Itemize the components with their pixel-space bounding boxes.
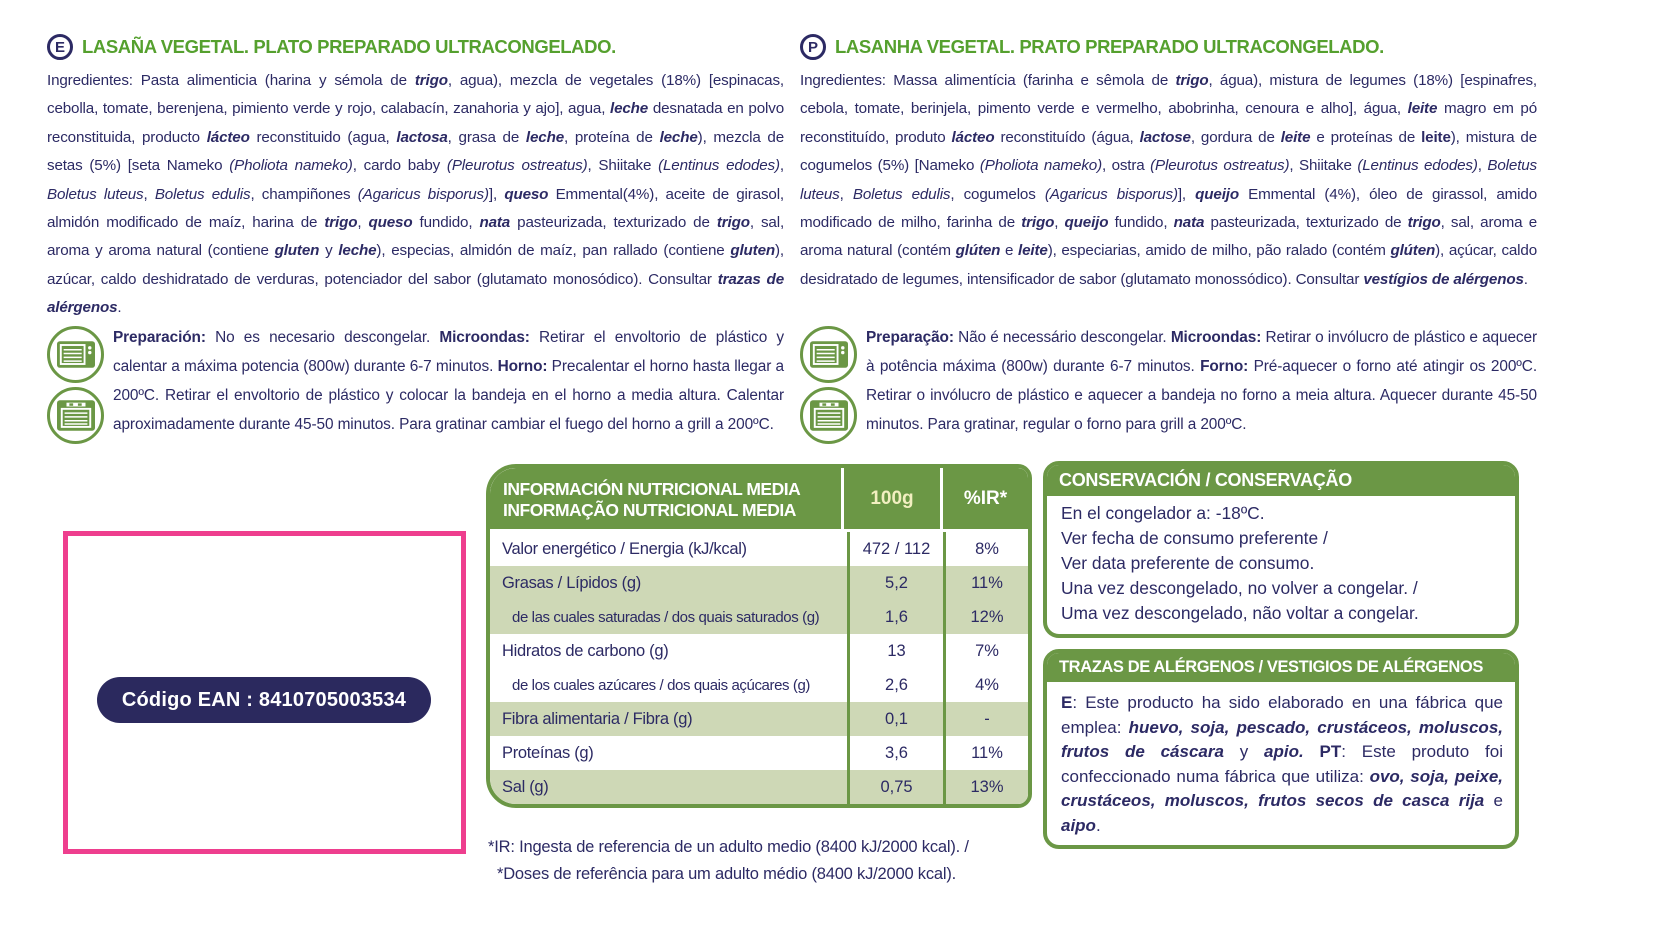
ingredients-text-es: Ingredientes: Pasta alimenticia (harina y sémola de trigo, agua), mezcla de vegetales (18%) [espinacas, cebolla, tomate, berenjena, pimiento verde y rojo, calabacín, zanahoria y ajo], agua, leche desnatada en polvo reconstituida, producto lácteo reconstituido (agua, lactosa, grasa de leche, proteína de leche), mezcla de setas (5%) [seta Nameko (Pholiota nameko), cardo baby (Pleurotus ostreatus), Shiitake (Lentinus edodes), Boletus luteus, Boletus edulis, champiñones (Agaricus bisporus)], queso Emmental(4%), aceite de girasol, almidón modificado de maíz, harina de trigo, queso fundido, nata pasteurizada, texturizado de trigo, sal, aroma y aroma natural (contiene gluten y leche), especias, almidón de maíz, pan rallado (contiene gluten), azúcar, caldo deshidratado de verduras, potenciador del sabor (glutamato monosódico). Consultar trazas de alérgenos. <box>47 72 785 317</box>
ingredients-text-pt: Ingredientes: Massa alimentícia (farinha e sêmola de trigo, água), mistura de legumes (18%) [espinafres, cebola, tomate, berinjela, pimento verde e vermelho, abobrinha, cenoura e alho], água, leite magro em pó reconstituído, produto lácteo reconstituído (água, lactose, gordura de leite e proteínas de leite), mistura de cogumelos (5%) [Nameko (Pholiota nameko), ostra (Pleurotus ostreatus), Shiitake (Lentinus edodes), Boletus luteus, Boletus edulis, cogumelos (Agaricus bisporus)], queijo Emmental (4%), óleo de girassol, amido modificado de milho, farinha de trigo, queijo fundido, nata pasteurizada, texturizado de trigo, sal, aroma e aroma natural (contém glúten e leite), especiarias, amido de milho, pão ralado (contém glúten), açúcar, caldo desidratado de legumes, intensificador de sabor (glutamato monossódico). Consultar vestígios de alérgenos. <box>800 72 1538 288</box>
conservation-body <box>1047 496 1515 632</box>
footnote-line-pt: *Doses de referência para um adulto médio (8400 kJ/2000 kcal). <box>497 865 957 883</box>
nutrition-column-ir: %IR* <box>943 468 1028 529</box>
product-title-es: LASAÑA VEGETAL. PLATO PREPARADO ULTRACONGELADO. <box>82 36 616 57</box>
table-row-protein: Proteínas (g) 3,6 11% <box>490 736 1028 770</box>
table-row-fibre: Fibra alimentaria / Fibra (g) 0,1 - <box>490 702 1028 736</box>
preparation-icons-es <box>47 326 105 444</box>
nutrition-header-title-es: INFORMACIÓN NUTRICIONAL MEDIA <box>503 479 801 499</box>
nutrition-column-100g: 100g <box>844 468 940 529</box>
preparation-text-es: Preparación: No es necesario descongelar. Microondas: Retirar el envoltorio de plástico y calentar a máxima potencia (800w) durante 6-7 minutos. Horno: Precalentar el horno hasta llegar a 200ºC. Retirar el envoltorio de plástico y colocar la bandeja en el horno a media altura. Calentar aproximadamente durante 45-50 minutos. Para gratinar cambiar el fuego del horno a grill a 200ºC. <box>113 329 784 433</box>
conservation-box <box>1043 461 1519 638</box>
preparation-section-pt <box>800 323 1537 439</box>
conservation-line: En el congelador a: -18ºC. <box>1061 503 1265 523</box>
allergen-traces-title: TRAZAS DE ALÉRGENOS / VESTIGIOS DE ALÉRGENOS <box>1047 653 1515 682</box>
portuguese-section <box>800 34 1537 294</box>
nutrition-table <box>486 464 1032 808</box>
oven-icon <box>47 387 104 444</box>
preparation-section-es <box>47 323 784 439</box>
ean-code-box <box>63 531 466 854</box>
preparation-icons-pt <box>800 326 858 444</box>
table-row-energy: Valor energético / Energia (kJ/kcal) 472 / 112 8% <box>490 532 1028 566</box>
table-row-salt: Sal (g) 0,75 13% <box>490 770 1028 804</box>
table-row-sugars: de los cuales azúcares / dos quais açúcares (g) 2,6 4% <box>490 668 1028 702</box>
ean-code-pill: Código EAN : 8410705003534 <box>97 677 431 723</box>
allergen-traces-body: E: Este producto ha sido elaborado en una fábrica que emplea: huevo, soja, pescado, crustáceos, moluscos, frutos de cáscara y apio. PT: Este produto foi confeccionado numa fábrica que utiliza: ovo, soja, peixe, crustáceos, moluscos, frutos secos de casca rija e aipo. <box>1061 693 1504 835</box>
product-title-pt: LASANHA VEGETAL. PRATO PREPARADO ULTRACONGELADO. <box>835 36 1384 57</box>
oven-icon <box>800 387 857 444</box>
nutrition-header-title <box>490 468 841 529</box>
table-row-saturates: de las cuales saturadas / dos quais saturados (g) 1,6 12% <box>490 600 1028 634</box>
portuguese-title-row <box>800 34 1537 60</box>
conservation-line: Ver data preferente de consumo. <box>1061 553 1315 573</box>
conservation-line: Ver fecha de consumo preferente / <box>1061 528 1328 548</box>
nutrition-header-title-pt: INFORMAÇÃO NUTRICIONAL MEDIA <box>503 500 796 520</box>
reference-intake-footnote <box>488 834 969 888</box>
conservation-line: Una vez descongelado, no volver a congelar. / <box>1061 578 1418 598</box>
microwave-icon <box>47 326 104 383</box>
preparation-text-pt: Preparação: Não é necessário descongelar. Microondas: Retirar o invólucro de plástico e aquecer à potência máxima (800w) durante 6-7 minutos. Forno: Pré-aquecer o forno até atingir os 200ºC. Retirar o invólucro de plástico e aquecer a bandeja no forno a meia altura. Aquecer durante 45-50 minutos. Para gratinar, regular o forno para grill a 200ºC. <box>866 329 1538 433</box>
allergen-traces-box <box>1043 649 1519 849</box>
conservation-title: CONSERVACIÓN / CONSERVAÇÃO <box>1047 465 1515 496</box>
conservation-line: Uma vez descongelado, não voltar a congelar. <box>1061 603 1419 623</box>
nutrition-table-header <box>490 468 1028 529</box>
spanish-title-row <box>47 34 784 60</box>
nutrition-table-body <box>490 532 1028 804</box>
language-badge-e: E <box>47 34 73 60</box>
microwave-icon <box>800 326 857 383</box>
table-row-fat: Grasas / Lípidos (g) 5,2 11% <box>490 566 1028 600</box>
spanish-section <box>47 34 784 323</box>
footnote-line-es: *IR: Ingesta de referencia de un adulto medio (8400 kJ/2000 kcal). / <box>488 838 969 856</box>
language-badge-p: P <box>800 34 826 60</box>
table-row-carbohydrates: Hidratos de carbono (g) 13 7% <box>490 634 1028 668</box>
